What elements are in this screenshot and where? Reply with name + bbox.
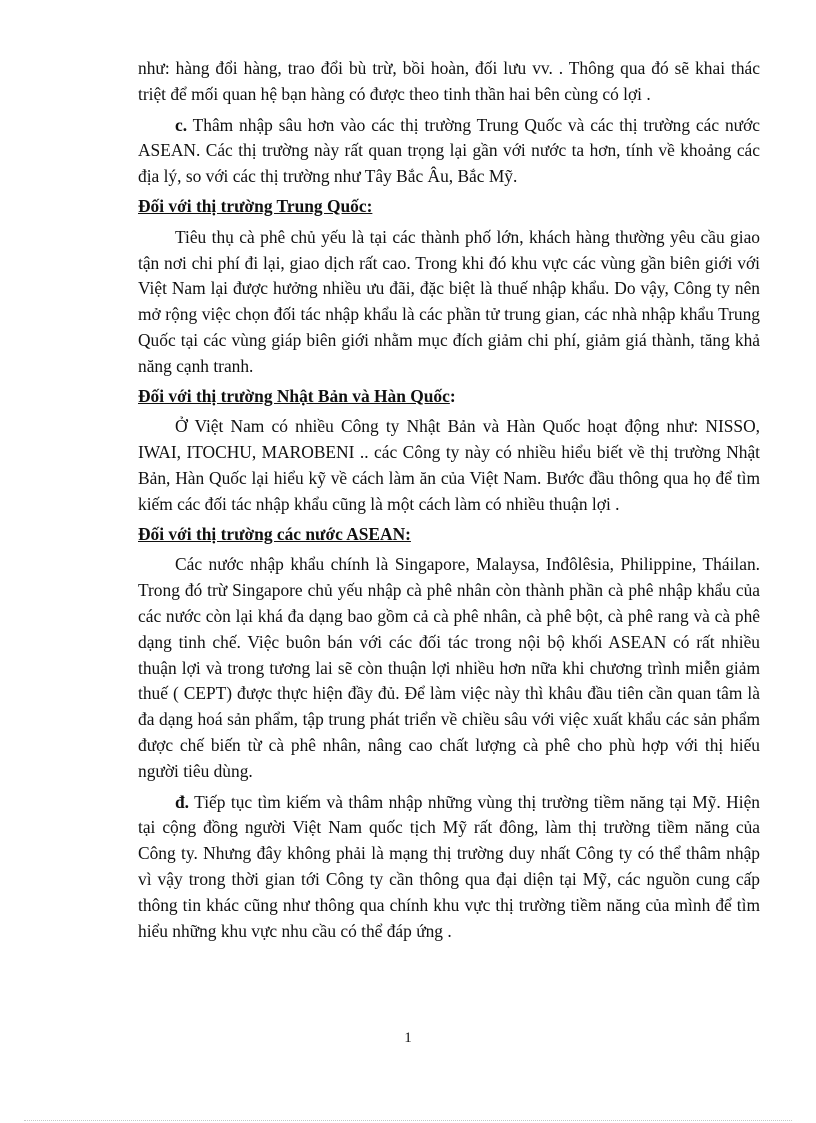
item-label-d: đ. bbox=[175, 791, 190, 812]
item-text-c: Thâm nhập sâu hơn vào các thị trường Trung Quốc và các thị trường các nước ASEAN. Các thị trường này rất quan trọng lại gần với nước ta hơn, tính về khoảng các địa lý, so với các thị trường như Tây Bắc Âu, Bắc Mỹ. bbox=[138, 114, 760, 187]
heading-japan-korea-market bbox=[138, 384, 760, 410]
item-label-c: c. bbox=[175, 114, 188, 135]
heading-china-market: Đối với thị trường Trung Quốc: bbox=[138, 195, 373, 216]
paragraph-japan-korea-market: Ở Việt Nam có nhiều Công ty Nhật Bản và Hàn Quốc hoạt động như: NISSO, IWAI, ITOCHU, MAROBENI .. các Công ty này có nhiều hiểu biết về thị trường Nhật Bản, Hàn Quốc lại hiểu kỹ về cách làm ăn của Việt Nam. Bước đầu thông qua họ để tìm kiếm các đối tác nhập khẩu cũng là một cách làm có nhiều thuận lợi . bbox=[138, 416, 760, 514]
paragraph-item-d bbox=[138, 790, 760, 945]
heading-japan-korea-colon: : bbox=[449, 385, 456, 406]
heading-asean-market: Đối với thị trường các nước ASEAN: bbox=[138, 523, 411, 544]
page-number: 1 bbox=[404, 1030, 412, 1046]
paragraph-asean-market: Các nước nhập khẩu chính là Singapore, Malaysa, Inđôlêsia, Philippine, Tháilan. Trong đó trừ Singapore chủ yếu nhập cà phê nhân còn thành phần cà phê nhập khẩu của các nước còn lại khá đa dạng bao gồm cả cà phê nhân, cà phê bột, cà phê rang và cà phê dạng tinh chế. Việc buôn bán với các đối tác trong nội bộ khối ASEAN có rất nhiều thuận lợi và trong tương lai sẽ còn thuận lợi nhiều hơn nữa khi chương trình miễn giảm thuế ( CEPT) được thực hiện đầy đủ. Để làm việc này thì khâu đầu tiên cần quan tâm là đa dạng hoá sản phẩm, tập trung phát triển về chiều sâu với việc xuất khẩu các sản phẩm được chế biến từ cà phê nhân, nâng cao chất lượng cà phê cho phù hợp với thị hiếu người tiêu dùng. bbox=[138, 554, 760, 781]
item-text-d: Tiếp tục tìm kiếm và thâm nhập những vùng thị trường tiềm năng tại Mỹ. Hiện tại cộng đồng người Việt Nam quốc tịch Mỹ rất đông, làm thị trường tiềm năng của Công ty. Nhưng đây không phải là mạng thị trường duy nhất Công ty có thể thâm nhập vì vậy trong thời gian tới Công ty cần thông qua đại diện tại Mỹ, các nguồn cung cấp thông tin khác cũng như thông qua chính khu vực thị trường tiềm năng của mình để tìm hiểu những khu vực nhu cầu có thể đáp ứng . bbox=[138, 791, 760, 941]
paragraph-barter-methods: như: hàng đổi hàng, trao đổi bù trừ, bồi hoàn, đối lưu vv. . Thông qua đó sẽ khai thác triệt để mối quan hệ bạn hàng có được theo tinh thần hai bên cùng có lợi . bbox=[138, 58, 760, 104]
paragraph-item-c bbox=[138, 113, 760, 190]
page-bottom-divider bbox=[24, 1120, 792, 1121]
heading-japan-korea-text: Đối với thị trường Nhật Bản và Hàn Quốc bbox=[138, 385, 450, 406]
paragraph-china-market: Tiêu thụ cà phê chủ yếu là tại các thành phố lớn, khách hàng thường yêu cầu giao tận nơi chi phí đi lại, giao dịch rất cao. Trong khi đó khu vực các vùng gần biên giới với Việt Nam lại được hưởng nhiều ưu đãi, đặc biệt là thuế nhập khẩu. Do vậy, Công ty nên mở rộng việc chọn đối tác nhập khẩu là các phần tử trung gian, các nhà nhập khẩu Trung Quốc tại các vùng giáp biên giới nhằm mục đích giảm chi phí, giảm giá thành, tăng khả năng cạnh tranh. bbox=[138, 226, 760, 376]
document-body bbox=[138, 56, 760, 944]
